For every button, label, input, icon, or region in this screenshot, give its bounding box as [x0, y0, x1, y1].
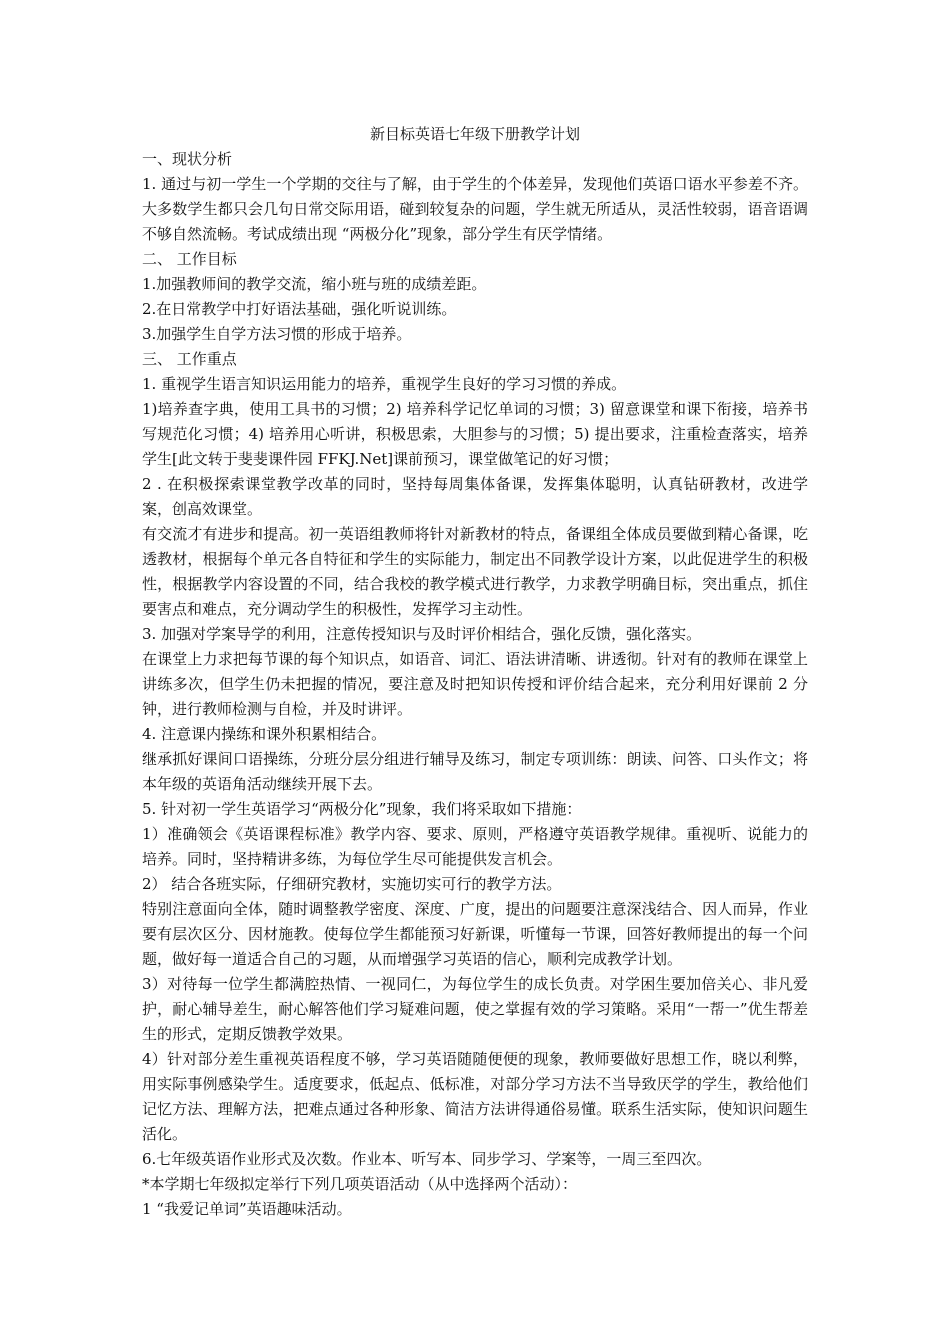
paragraph: 5. 针对初一学生英语学习“两极分化”现象，我们将采取如下措施：	[142, 800, 582, 818]
paragraph: 2.在日常教学中打好语法基础，强化听说训练。	[142, 300, 457, 318]
paragraph: 特别注意面向全体，随时调整教学密度、深度、广度，提出的问题要注意深浅结合、因人而异，作业要有层次区分、因材施教。使每位学生都能预习好新课，听懂每一节课，回答好教师提出的每一个问题，做好每一道适合自己的习题，从而增强学习英语的信心，顺利完成教学计划。	[142, 900, 808, 968]
paragraph: 3. 加强对学案导学的利用，注意传授知识与及时评价相结合，强化反馈，强化落实。	[142, 625, 702, 643]
paragraph: 1）准确领会《英语课程标准》教学内容、要求、原则，严格遵守英语教学规律。重视听、说能力的培养。同时，坚持精讲多练，为每位学生尽可能提供发言机会。	[142, 825, 808, 868]
paragraph: 1. 通过与初一学生一个学期的交往与了解，由于学生的个体差异，发现他们英语口语水平参差不齐。大多数学生都只会几句日常交际用语，碰到较复杂的问题，学生就无所适从，灵活性较弱，语音语调不够自然流畅。考试成绩出现 “两极分化”现象，部分学生有厌学情绪。	[142, 175, 808, 243]
paragraph: 4）针对部分差生重视英语程度不够，学习英语随随便便的现象，教师要做好思想工作，晓以利弊，用实际事例感染学生。适度要求，低起点、低标准，对部分学习方法不当导致厌学的学生，教给他们记忆方法、理解方法，把难点通过各种形象、简洁方法讲得通俗易懂。联系生活实际，使知识问题生活化。	[142, 1050, 808, 1143]
document-title: 新目标英语七年级下册教学计划	[369, 125, 580, 143]
paragraph: 3）对待每一位学生都满腔热情、一视同仁，为每位学生的成长负责。对学困生要加倍关心、非凡爱护，耐心辅导差生，耐心解答他们学习疑难问题，使之掌握有效的学习策略。采用“一帮一”优生帮差生的形式，定期反馈教学效果。	[142, 975, 808, 1043]
section-heading-focus: 三、 工作重点	[142, 350, 237, 368]
section-heading-goals: 二、 工作目标	[142, 250, 237, 268]
paragraph: 6.七年级英语作业形式及次数。作业本、听写本、同步学习、学案等，一周三至四次。	[142, 1150, 712, 1168]
paragraph: 继承抓好课间口语操练，分班分层分组进行辅导及练习，制定专项训练：朗读、问答、口头作文；将本年级的英语角活动继续开展下去。	[142, 750, 808, 793]
paragraph: 4. 注意课内操练和课外积累相结合。	[142, 725, 387, 743]
paragraph: 2） 结合各班实际，仔细研究教材，实施切实可行的教学方法。	[142, 875, 562, 893]
paragraph: 3.加强学生自学方法习惯的形成于培养。	[142, 325, 412, 343]
paragraph: 1)培养查字典，使用工具书的习惯；2) 培养科学记忆单词的习惯；3) 留意课堂和课下衔接，培养书写规范化习惯；4) 培养用心听讲，积极思索，大胆参与的习惯；5) 提出要求，注重检查落实，培养学生[此文转于斐斐课件园 FFKJ.Net]课前预习，课堂做笔记的好习惯；	[142, 400, 808, 468]
paragraph: 在课堂上力求把每节课的每个知识点，如语音、词汇、语法讲清晰、讲透彻。针对有的教师在课堂上讲练多次，但学生仍未把握的情况，要注意及时把知识传授和评价结合起来，充分利用好课前 2 分钟，进行教师检测与自检，并及时讲评。	[142, 650, 808, 718]
paragraph: 2 . 在积极探索课堂教学改革的同时，坚持每周集体备课，发挥集体聪明，认真钻研教材，改进学案，创高效课堂。	[142, 475, 808, 518]
paragraph: *本学期七年级拟定举行下列几项英语活动（从中选择两个活动）：	[142, 1175, 578, 1193]
paragraph: 有交流才有进步和提高。初一英语组教师将针对新教材的特点，备课组全体成员要做到精心备课，吃透教材，根据每个单元各自特征和学生的实际能力，制定出不同教学设计方案，以此促进学生的积极性，根据教学内容设置的不同，结合我校的教学模式进行教学，力求教学明确目标，突出重点，抓住要害点和难点，充分调动学生的积极性，发挥学习主动性。	[142, 525, 808, 618]
paragraph: 1.加强教师间的教学交流，缩小班与班的成绩差距。	[142, 275, 487, 293]
section-heading-status: 一、现状分析	[142, 150, 233, 168]
document-page	[142, 122, 808, 1222]
paragraph: 1 “我爱记单词”英语趣味活动。	[142, 1200, 352, 1218]
paragraph: 1. 重视学生语言知识运用能力的培养，重视学生良好的学习习惯的养成。	[142, 375, 627, 393]
